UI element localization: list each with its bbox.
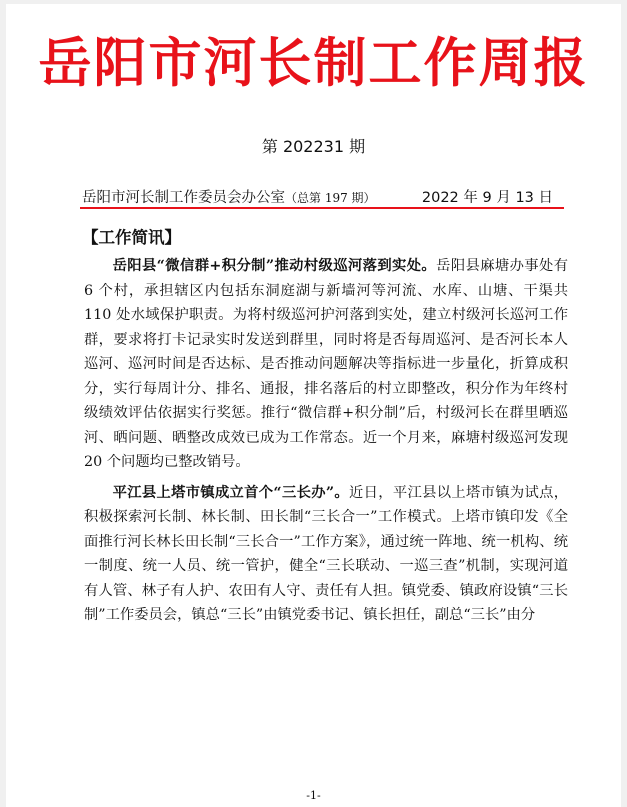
section-heading: 【工作简讯】 bbox=[82, 228, 181, 247]
article-paragraph bbox=[84, 481, 568, 628]
publish-date: 2022 年 9 月 13 日 bbox=[421, 190, 553, 206]
page-number: -1- bbox=[306, 789, 321, 802]
publisher-line bbox=[82, 186, 376, 207]
document-page bbox=[6, 4, 621, 807]
article-body bbox=[84, 254, 568, 634]
article-lead: 平江县上塔市镇成立首个“三长办”。 bbox=[112, 484, 350, 501]
issue-number: 第 202231 期 bbox=[261, 137, 366, 156]
article-text: 岳阳县麻塘办事处有 6 个村，承担辖区内包括东洞庭湖与新墙河等河流、水库、山塘、干渠共 110 处水域保护职责。为将村级巡河护河落到实处，建立村级河长巡河工作群，要求将打卡记录实时发送到群里，同时将是否每周巡河、是否河长本人巡河、巡河时间是否达标、是否推动问题解决等指标进一步量化，折算成积分，实行每周计分、排名、通报，排名落后的村立即整改，积分作为年终村级绩效评估依据实行奖惩。推行“微信群+积分制”后，村级河长在群里晒巡河、晒问题、晒整改成效已成为工作常态。近一个月来，麻塘村级巡河发现 20 个问题均已整改销号。 bbox=[84, 258, 568, 470]
masthead-title: 岳阳市河长制工作周报 bbox=[38, 33, 589, 94]
publisher-office: 岳阳市河长制工作委员会办公室 bbox=[82, 190, 285, 206]
article-paragraph bbox=[84, 254, 568, 475]
article-lead: 岳阳县“微信群+积分制”推动村级巡河落到实处。 bbox=[112, 258, 437, 274]
red-divider bbox=[80, 207, 564, 209]
article-text: 近日，平江县以上塔市镇为试点，积极探索河长制、林长制、田长制“三长合一”工作模式。上塔市镇印发《全面推行河长林长田长制“三长合一”工作方案》，通过统一阵地、统一机构、统一制度、统一人员、统一管护，健全“三长联动、一巡三查”机制，实现河道有人管、林子有人护、农田有人守、责任有人担。镇党委、镇政府设镇“三长制”工作委员会，镇总“三长”由镇党委书记、镇长担任，副总“三长”由分 bbox=[84, 484, 569, 623]
total-issue: （总第 197 期） bbox=[285, 191, 376, 205]
